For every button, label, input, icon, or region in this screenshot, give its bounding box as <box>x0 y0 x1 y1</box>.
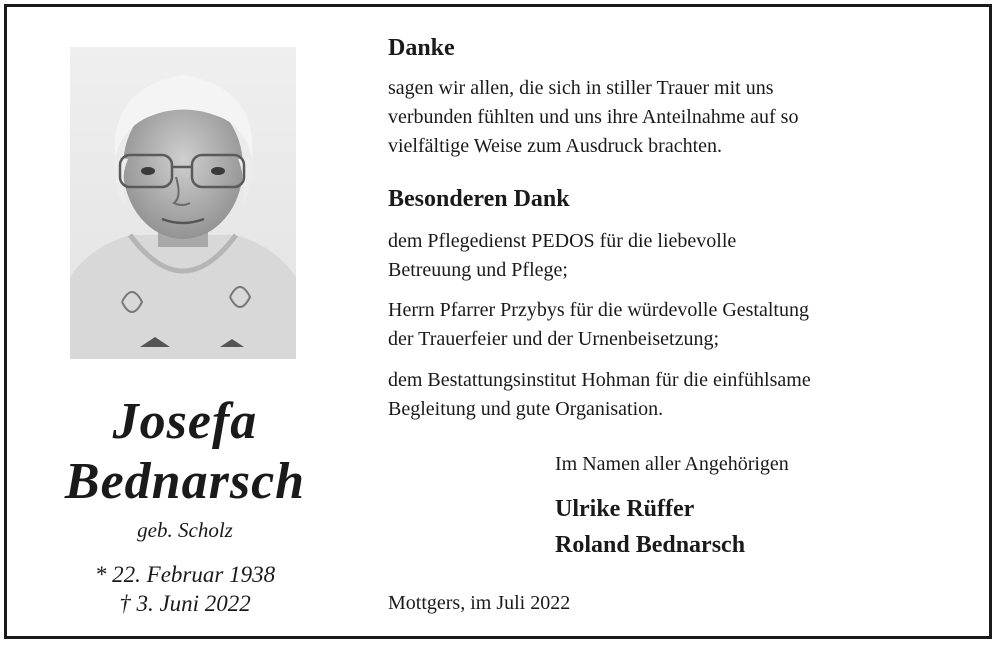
place-date: Mottgers, im Juli 2022 <box>388 592 571 614</box>
maiden-name: geb. Scholz <box>137 518 233 542</box>
signature-intro: Im Namen aller Angehörigen <box>555 453 789 475</box>
signature-name: Ulrike Rüffer <box>555 496 695 522</box>
signature-name: Roland Bednarsch <box>555 532 746 558</box>
thanks-heading: Danke <box>388 35 455 61</box>
special-thanks-item: dem Bestattungsinstitut Hohman für die einfühlsame Begleitung und gute Organisation. <box>388 369 811 420</box>
thanks-text: sagen wir allen, die sich in stiller Trauer mit uns verbunden fühlten und uns ihre Anteilnahme auf so vielfältige Weise zum Ausdruck brachten. <box>388 77 799 157</box>
special-thanks-item: dem Pflegedienst PEDOS für die liebevolle Betreuung und Pflege; <box>388 230 737 281</box>
portrait-photo <box>70 47 296 359</box>
deceased-first-name: Josefa <box>112 393 258 450</box>
deceased-last-name: Bednarsch <box>64 453 306 510</box>
special-thanks-item: Herrn Pfarrer Przybys für die würdevolle Gestaltung der Trauerfeier und der Urnenbeisetzung; <box>388 299 809 350</box>
special-thanks-heading: Besonderen Dank <box>388 186 570 212</box>
death-date: † 3. Juni 2022 <box>119 591 251 616</box>
birth-date: * 22. Februar 1938 <box>94 562 276 587</box>
